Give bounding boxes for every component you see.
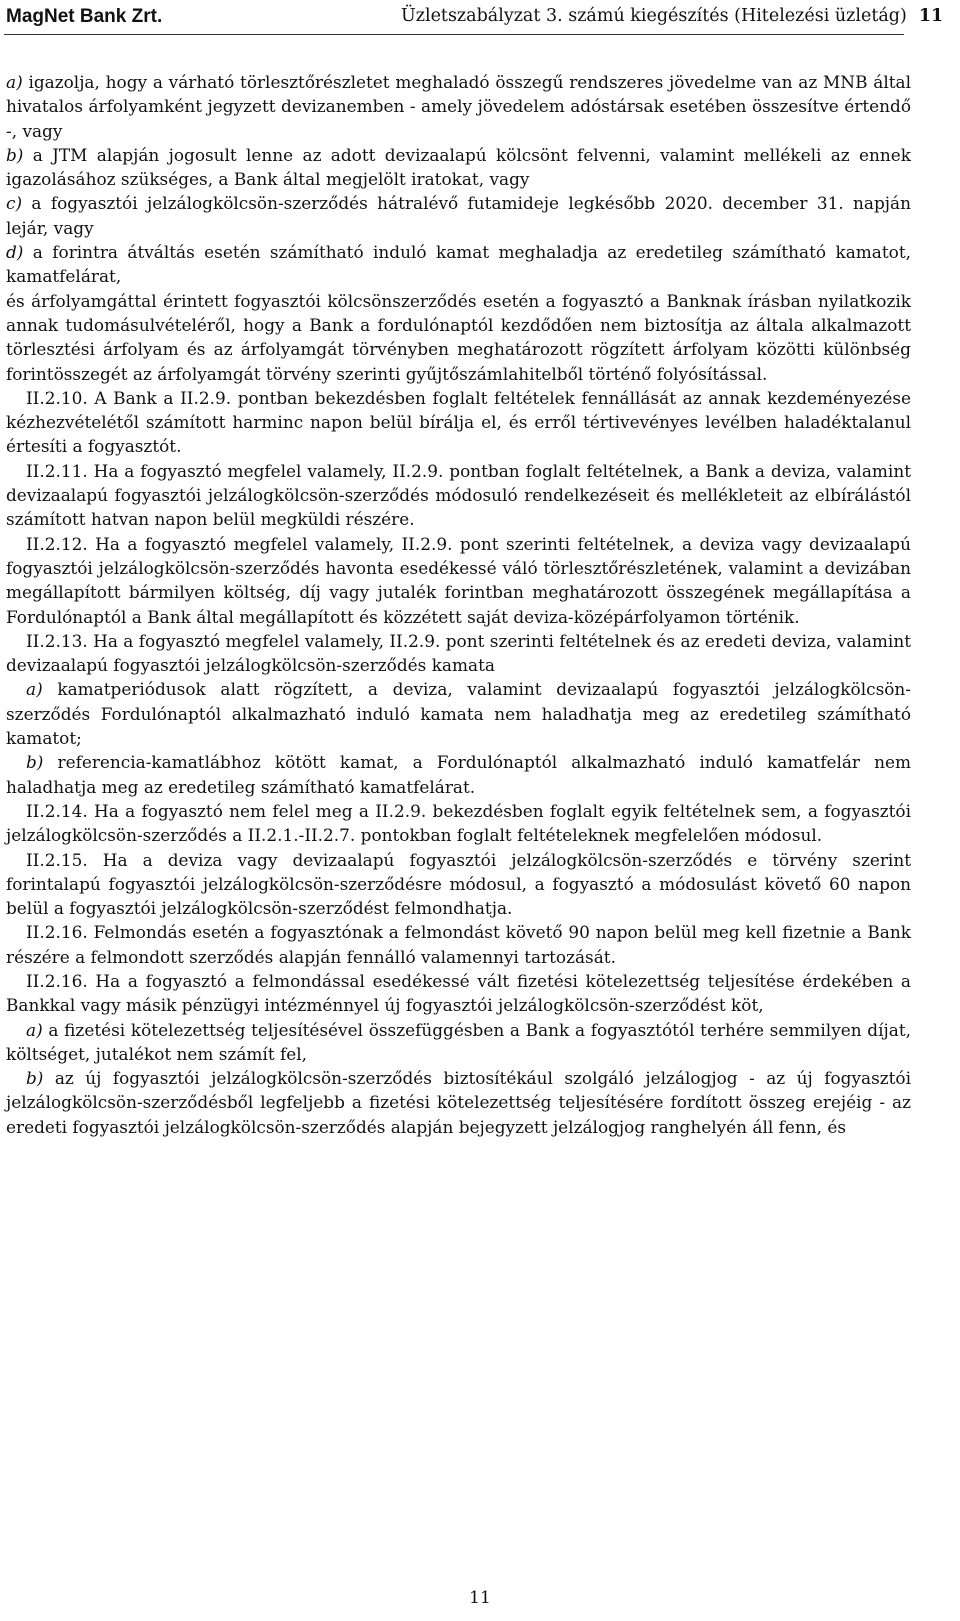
clause-text: az új fogyasztói jelzálogkölcsön-szerződés biztosítékául szolgáló jelzálogjog - az új fogyasztói jelzálogkölcsön-szerződésből legfeljebb a fizetési kötelezettség teljesítésére fordított összeg erejéig - az eredeti fogyasztói jelzálogkölcsön-szerződés alapján bejegyzett jelzálogjog ranghelyén áll fenn, és	[6, 1068, 911, 1137]
section-2-2-14: II.2.14. Ha a fogyasztó nem felel meg a II.2.9. bekezdésben foglalt egyik feltételnek sem, a fogyasztói jelzálogkölcsön-szerződés a II.2.1.-II.2.7. pontokban foglalt feltételeknek megfelelően módosul.	[6, 800, 911, 846]
clause-marker: d)	[6, 242, 24, 263]
company-name: MagNet Bank Zrt.	[6, 6, 163, 27]
clause-marker: a)	[26, 1019, 43, 1040]
footer-page-number: 11	[469, 1588, 491, 1608]
clause-text: a forintra átváltás esetén számítható induló kamat meghaladja az eredetileg számítható kamatot, kamatfelárat,	[6, 242, 911, 287]
document-title	[401, 6, 943, 26]
clause-text: a JTM alapján jogosult lenne az adott devizaalapú kölcsönt felvenni, valamint mellékeli az ennek igazolásához szükséges, a Bank által megjelölt iratokat, vagy	[6, 144, 911, 190]
clause-text: a fizetési kötelezettség teljesítésével összefüggésben a Bank a fogyasztótól terhére semmilyen díjat, költséget, jutalékot nem számít fel,	[6, 1019, 911, 1064]
clause-text: igazolja, hogy a várható törlesztőrészletet meghaladó összegű rendszeres jövedelme van az MNB által hivatalos árfolyamként jegyzett devizanemben - amely jövedelem adóstársak esetében összesítve értendő -, vagy	[6, 72, 911, 141]
clause-d	[6, 240, 911, 289]
clause-marker: a)	[26, 679, 43, 700]
clause-marker: a)	[6, 72, 23, 92]
paragraph-fx-gate: és árfolyamgáttal érintett fogyasztói kölcsönszerződés esetén a fogyasztó a Banknak írásban nyilatkozik annak tudomásulvételéről, hogy a Bank a fordulónaptól kezdődően nem biztosítja az általa alkalmazott törlesztési árfolyam és az árfolyamgát törvényben meghatározott rögzített árfolyam közötti különbség forintösszegét az árfolyamgát törvény szerinti gyűjtőszámlahitelből történő folyósítással.	[6, 290, 911, 384]
section-2-2-12: II.2.12. Ha a fogyasztó megfelel valamely, II.2.9. pont szerinti feltételnek, a deviza vagy devizaalapú fogyasztói jelzálogkölcsön-szerződés havonta esedékessé váló törlesztőrészletének, valamint a devizában megállapított bármilyen költség, díj vagy jutalék forintban meghatározott összegének megállapítása a Fordulónaptól a Bank által megállapított és közzétett saját deviza-középárfolyamon történik.	[6, 533, 911, 627]
section-2-2-16-second: II.2.16. Ha a fogyasztó a felmondással esedékessé vált fizetési kötelezettség teljesítése érdekében a Bankkal vagy másik pénzügyi intézménnyel új fogyasztói jelzálogkölcsön-szerződést köt,	[6, 970, 911, 1016]
page-header	[0, 0, 960, 34]
section-2-2-16-first: II.2.16. Felmondás esetén a fogyasztónak a felmondást követő 90 napon belül meg kell fizetnie a Bank részére a felmondott szerződés alapján fennálló valamennyi tartozását.	[6, 922, 911, 967]
section-2-2-15: II.2.15. Ha a deviza vagy devizaalapú fogyasztói jelzálogkölcsön-szerződés e törvény szerint forintalapú fogyasztói jelzálogkölcsön-szerződésre módosul, a fogyasztó a módosulást követő 60 napon belül a fogyasztói jelzálogkölcsön-szerződést felmondhatja.	[6, 849, 911, 919]
clause-marker: b)	[26, 1068, 44, 1089]
section-2-2-11: II.2.11. Ha a fogyasztó megfelel valamely, II.2.9. pontban foglalt feltételnek, a Bank a deviza, valamint devizaalapú fogyasztói jelzálogkölcsön-szerződés módosuló rendelkezéseit és mellékleteit az elbírálástól számított hatvan napon belül megküldi részére.	[6, 460, 911, 530]
document-title-text: Üzletszabályzat 3. számú kiegészítés (Hitelezési üzletág)	[401, 6, 907, 26]
clause-16-b	[6, 1066, 911, 1139]
clause-b	[6, 143, 911, 192]
clause-marker: b)	[6, 144, 24, 165]
clause-13-a	[6, 677, 911, 750]
clause-marker: b)	[26, 752, 44, 773]
clause-c	[6, 191, 911, 240]
clause-marker: c)	[6, 193, 23, 214]
clause-13-b	[6, 750, 911, 799]
clause-a	[6, 70, 911, 143]
clause-text: kamatperiódusok alatt rögzített, a deviza, valamint devizaalapú fogyasztói jelzálogkölcsön-szerződés Fordulónaptól alkalmazható induló kamata nem haladhatja meg az eredetileg számítható kamatot;	[6, 679, 911, 749]
document-body	[6, 70, 911, 1139]
header-rule	[4, 34, 904, 35]
header-page-number: 11	[918, 6, 944, 26]
section-2-2-13: II.2.13. Ha a fogyasztó megfelel valamely, II.2.9. pont szerinti feltételnek és az eredeti deviza, valamint devizaalapú fogyasztói jelzálogkölcsön-szerződés kamata	[6, 630, 911, 676]
section-2-2-10: II.2.10. A Bank a II.2.9. pontban bekezdésben foglalt feltételek fennállását az annak kezdeményezése kézhezvételétől számított harminc napon belül bírálja el, és erről tértivevényes levélben haladéktalanul értesíti a fogyasztót.	[6, 387, 911, 457]
clause-text: referencia-kamatlábhoz kötött kamat, a Fordulónaptól alkalmazható induló kamatfelár nem haladhatja meg az eredetileg számítható kamatfelárat.	[6, 752, 911, 797]
clause-16-a	[6, 1018, 911, 1067]
clause-text: a fogyasztói jelzálogkölcsön-szerződés hátralévő futamideje legkésőbb 2020. december 31. napján lejár, vagy	[6, 193, 911, 238]
